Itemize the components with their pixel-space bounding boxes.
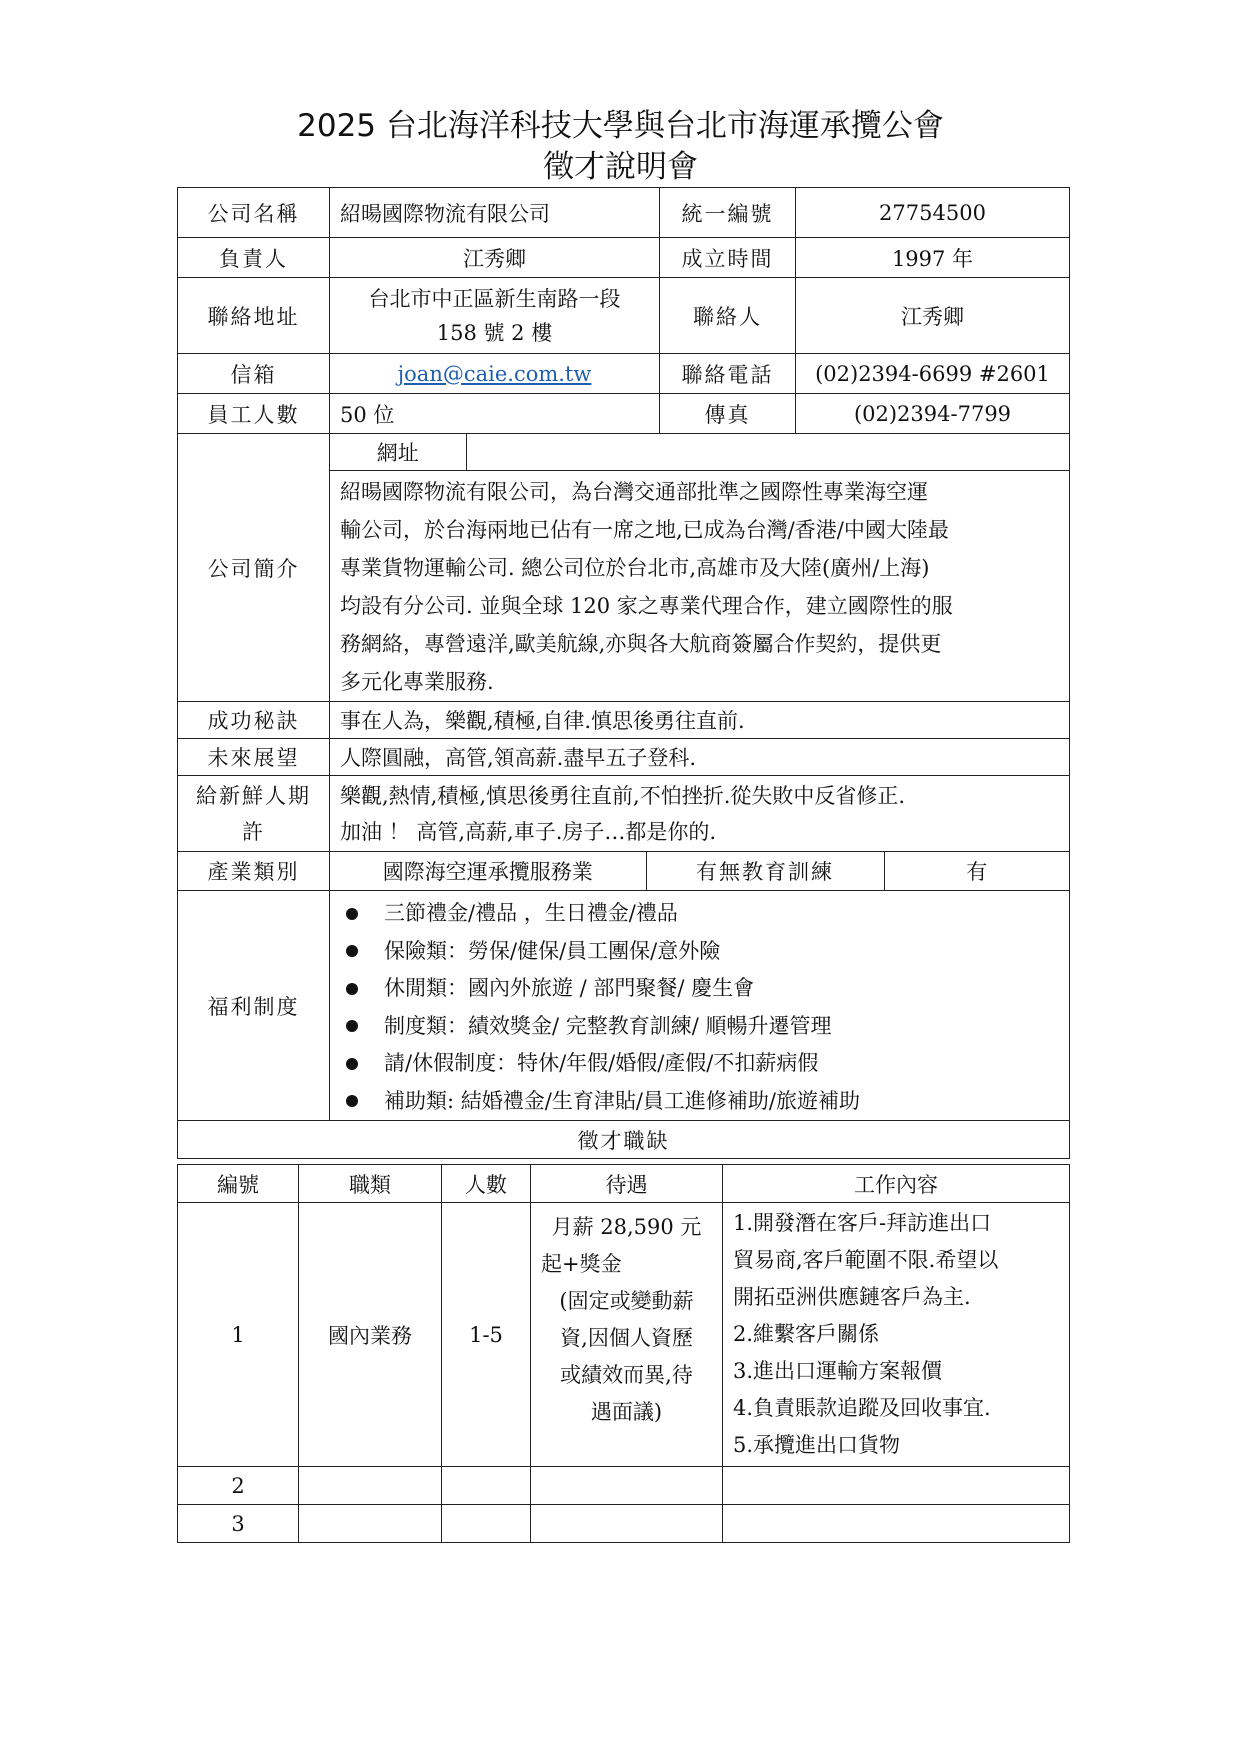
jobs-table <box>177 1164 1070 1543</box>
bullet-icon <box>346 1095 358 1107</box>
industry: 國際海空運承攬服務業 <box>330 852 646 890</box>
future-label: 未來展望 <box>178 739 330 776</box>
benefit-item <box>338 1045 1059 1083</box>
intro-line: 紹暘國際物流有限公司，為台灣交通部批準之國際性專業海空運 <box>340 480 928 504</box>
pay-line: 月薪 28,590 元 <box>551 1215 702 1239</box>
job-header-pay: 待遇 <box>531 1165 723 1203</box>
job-no: 2 <box>178 1467 299 1505</box>
bullet-icon <box>346 908 358 920</box>
doc-title-line2: 徵才說明會 <box>543 149 698 185</box>
website <box>466 434 1069 471</box>
jobs-section-title: 徵才職缺 <box>178 1121 1070 1159</box>
job-pay <box>531 1467 723 1505</box>
industry-cell <box>330 852 1070 891</box>
pay-line: 遇面議) <box>590 1400 663 1424</box>
job-no: 3 <box>178 1505 299 1543</box>
intro-line: 均設有分公司. 並與全球 120 家之專業代理合作，建立國際性的服 <box>340 594 953 618</box>
staff-label: 員工人數 <box>178 394 330 434</box>
job-title: 國內業務 <box>299 1203 442 1467</box>
fresh-line1: 樂觀,熱情,積極,慎思後勇往直前,不怕挫折.從失敗中反省修正. <box>340 783 906 808</box>
benefit-item <box>338 1008 1059 1046</box>
duty-line: 5.承攬進出口貨物 <box>733 1433 901 1457</box>
benefits-label: 福利制度 <box>178 891 330 1121</box>
tax-id-label: 統一編號 <box>660 188 796 238</box>
phone: (02)2394-6699 #2601 <box>796 354 1070 394</box>
job-duties <box>723 1203 1070 1467</box>
job-header-count: 人數 <box>442 1165 531 1203</box>
owner-label: 負責人 <box>178 238 330 278</box>
job-header-no: 編號 <box>178 1165 299 1203</box>
pay-line: 起+獎金 <box>541 1252 622 1276</box>
job-count: 1-5 <box>442 1203 531 1467</box>
email-label: 信箱 <box>178 354 330 394</box>
intro-line: 專業貨物運輸公司. 總公司位於台北市,高雄市及大陸(廣州/上海) <box>340 556 930 580</box>
job-title <box>299 1467 442 1505</box>
company-name-label: 公司名稱 <box>178 188 330 238</box>
benefit-text: 補助類: 結婚禮金/生育津貼/員工進修補助/旅遊補助 <box>384 1088 860 1113</box>
benefit-item <box>338 895 1059 933</box>
fax: (02)2394-7799 <box>796 394 1070 434</box>
tax-id: 27754500 <box>796 188 1070 238</box>
benefit-item <box>338 970 1059 1008</box>
training-label: 有無教育訓練 <box>646 852 884 890</box>
intro-line: 輸公司，於台海兩地已佔有一席之地,已成為台灣/香港/中國大陸最 <box>340 518 949 542</box>
address-line2: 158 號 2 樓 <box>436 320 553 345</box>
pay-line: 或績效而異,待 <box>560 1363 693 1387</box>
benefit-item <box>338 933 1059 971</box>
owner: 江秀卿 <box>330 238 660 278</box>
bullet-icon <box>346 983 358 995</box>
duty-line: 2.維繫客戶關係 <box>733 1322 880 1346</box>
benefit-text: 保險類：勞保/健保/員工團保/意外險 <box>384 938 721 963</box>
job-count <box>442 1467 531 1505</box>
job-duties <box>723 1467 1070 1505</box>
job-pay <box>531 1203 723 1467</box>
duty-line: 3.進出口運輸方案報價 <box>733 1359 943 1383</box>
company-info-table <box>177 187 1070 1159</box>
contact: 江秀卿 <box>796 278 1070 354</box>
table-row <box>178 1467 1070 1505</box>
company-name: 紹暘國際物流有限公司 <box>330 188 660 238</box>
doc-title-line1: 2025 台北海洋科技大學與台北市海運承攬公會 <box>297 108 944 144</box>
training: 有 <box>966 860 988 884</box>
fresh-line2: 加油 ！ 高管,高薪,車子.房子…都是你的. <box>340 819 717 844</box>
fax-label: 傳真 <box>660 394 796 434</box>
table-row <box>178 1203 1070 1467</box>
benefits-cell <box>330 891 1070 1121</box>
address-line1: 台北市中正區新生南路一段 <box>368 286 621 311</box>
benefit-text: 制度類：績效獎金/ 完整教育訓練/ 順暢升遷管理 <box>384 1013 832 1038</box>
staff-count: 50 位 <box>330 394 660 434</box>
job-header-duties: 工作內容 <box>723 1165 1070 1203</box>
duty-line: 4.負責賬款追蹤及回收事宜. <box>733 1396 991 1420</box>
future: 人際圓融，高管,領高薪.盡早五子登科. <box>330 739 1070 776</box>
founded-label: 成立時間 <box>660 238 796 278</box>
fresh-text <box>330 776 1070 852</box>
pay-line: 資,因個人資歷 <box>560 1326 693 1350</box>
duty-line: 開拓亞洲供應鏈客戶為主. <box>733 1285 971 1309</box>
industry-label: 產業類別 <box>178 852 330 891</box>
email-link[interactable]: joan@caie.com.tw <box>397 361 592 386</box>
website-label: 網址 <box>330 434 466 471</box>
intro-line: 多元化專業服務. <box>340 670 494 694</box>
duty-line: 貿易商,客戶範圍不限.希望以 <box>733 1248 999 1272</box>
phone-label: 聯絡電話 <box>660 354 796 394</box>
bullet-icon <box>346 945 358 957</box>
job-no: 1 <box>178 1203 299 1467</box>
intro-text <box>330 471 1069 701</box>
intro-cell <box>330 434 1070 702</box>
contact-label: 聯絡人 <box>660 278 796 354</box>
pay-line: (固定或變動薪 <box>559 1289 694 1313</box>
bullet-icon <box>346 1020 358 1032</box>
job-title <box>299 1505 442 1543</box>
address <box>330 278 660 354</box>
bullet-icon <box>346 1058 358 1070</box>
benefit-item <box>338 1083 1059 1121</box>
benefit-text: 三節禮金/禮品 ，生日禮金/禮品 <box>384 901 678 925</box>
benefits-list <box>338 891 1059 1120</box>
job-duties <box>723 1505 1070 1543</box>
job-pay <box>531 1505 723 1543</box>
secret: 事在人為，樂觀,積極,自律.慎思後勇往直前. <box>330 702 1070 739</box>
fresh-label-line2: 許 <box>242 819 265 844</box>
intro-label: 公司簡介 <box>178 434 330 702</box>
address-label: 聯絡地址 <box>178 278 330 354</box>
fresh-label-line1: 給新鮮人期 <box>196 783 311 808</box>
benefit-text: 請/休假制度：特休/年假/婚假/產假/不扣薪病假 <box>384 1051 819 1075</box>
job-header-title: 職類 <box>299 1165 442 1203</box>
fresh-label <box>178 776 330 852</box>
table-row <box>178 1505 1070 1543</box>
benefit-text: 休閒類：國內外旅遊 / 部門聚餐/ 慶生會 <box>384 976 755 1000</box>
secret-label: 成功秘訣 <box>178 702 330 739</box>
duty-line: 1.開發潛在客戶-拜訪進出口 <box>733 1211 992 1235</box>
job-count <box>442 1505 531 1543</box>
founded: 1997 年 <box>796 238 1070 278</box>
intro-line: 務網絡，專營遠洋,歐美航線,亦與各大航商簽屬合作契約，提供更 <box>340 632 942 656</box>
